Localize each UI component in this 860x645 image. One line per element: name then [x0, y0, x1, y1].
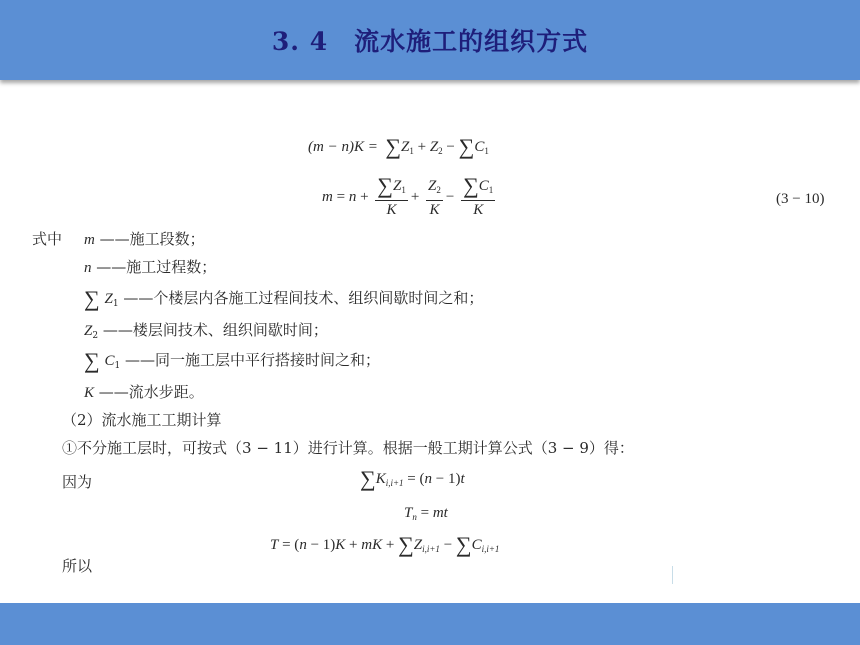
- scan-artifact: [672, 566, 673, 584]
- section-heading: （2）流水施工工期计算: [62, 411, 222, 429]
- equation-3-10-line1: $(m - n)K = \sum Z_1 + Z_2 - \sum C_1$: [308, 134, 489, 159]
- equation-lhs: (m − n)K =: [308, 139, 378, 155]
- legend-intro: 式中: [32, 230, 63, 248]
- fraction-sumC1-K: $\frac{\sum C_1}{K}$: [463, 173, 494, 218]
- equation-tn: $T_n$ = mt: [404, 505, 448, 522]
- legend-m: m ——施工段数；: [84, 230, 205, 248]
- because-label: 因为: [62, 473, 93, 491]
- equation-sum-k: $\sum K_{i,i+1} = (n - 1)t$: [360, 466, 465, 491]
- legend-Z2: $Z_2$ ——楼层间技术、组织间歇时间；: [84, 321, 328, 341]
- legend-n: n ——施工过程数；: [84, 258, 217, 276]
- legend-sumC1: ∑ $C_1$ ——同一施工层中平行搭接时间之和；: [84, 348, 381, 373]
- equation-3-10-line2: m = n + $\frac{\sum Z_1}{K}$ + $\frac{Z_2}{K}$ − $\frac{\sum C_1}{K}$: [322, 173, 494, 218]
- equation-total-duration: T = (n − 1)K + mK + $\sum Z_{i,i+1} - \sum C_{i,i+1}$: [270, 532, 500, 557]
- slide-title: 3. 4 流水施工的组织方式: [271, 27, 589, 56]
- fraction-sumZ1-K: $\frac{\sum Z_1}{K}$: [377, 173, 406, 218]
- rule-1-text: ①不分施工层时，可按式（3 − 11）进行计算。根据一般工期计算公式（3 − 9）得：: [62, 439, 634, 457]
- legend-K: K ——流水步距。: [84, 383, 204, 401]
- footer-bar: [0, 603, 860, 645]
- legend-sumZ1: ∑ $Z_1$ ——个楼层内各施工过程间技术、组织间歇时间之和；: [84, 286, 484, 311]
- fraction-Z2-K: $\frac{Z_2}{K}$: [428, 178, 441, 218]
- equation-number: (3 − 10): [776, 191, 825, 207]
- therefore-label: 所以: [62, 557, 93, 575]
